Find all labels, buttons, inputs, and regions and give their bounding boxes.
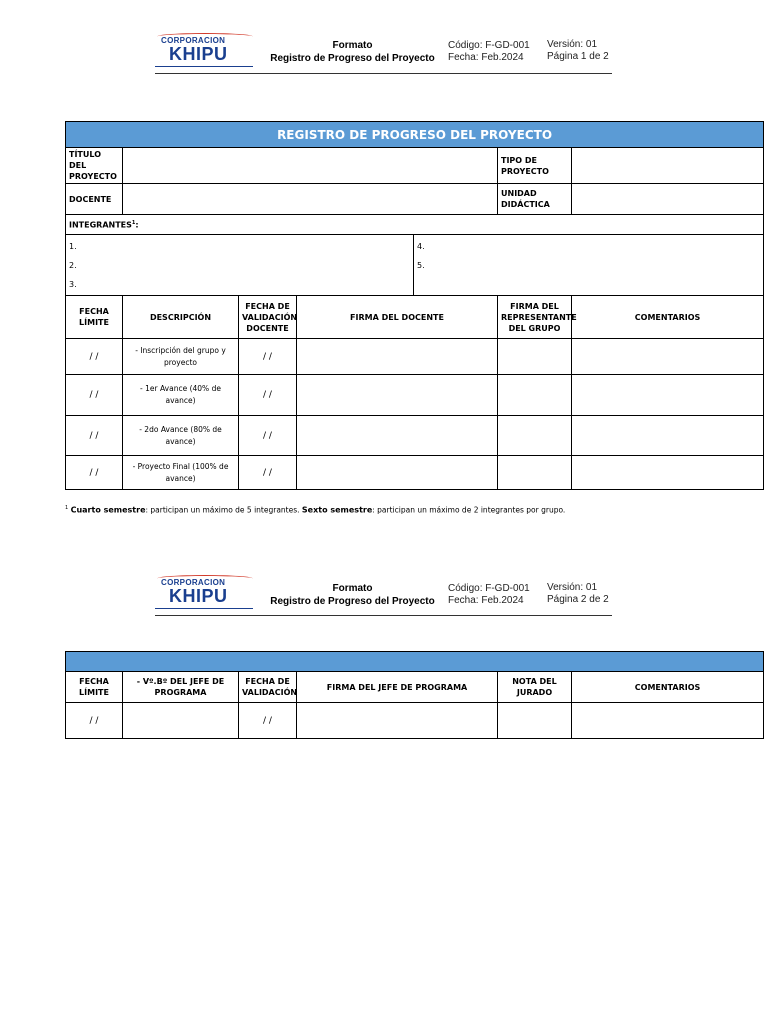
integrantes-right[interactable] — [414, 235, 764, 296]
integrantes-label: INTEGRANTES — [69, 220, 132, 230]
col-comentarios: COMENTARIOS — [572, 296, 764, 339]
nota-cell[interactable] — [498, 703, 572, 739]
header-pagina: Página 1 de 2 — [547, 51, 609, 62]
integrantes-row: INTEGRANTES$^1$: — [66, 215, 764, 235]
valid-cell[interactable]: / / — [239, 339, 297, 375]
logo-underline — [155, 608, 253, 609]
header-title-line2: Registro de Progreso del Proyecto — [270, 596, 435, 607]
fecha-cell[interactable]: / / — [66, 703, 123, 739]
header-title — [265, 582, 440, 608]
progress-form-table — [65, 121, 764, 490]
firma-docente-cell[interactable] — [297, 416, 498, 456]
comentarios-cell[interactable] — [572, 416, 764, 456]
footnote — [65, 505, 565, 515]
valid-cell[interactable]: / / — [239, 703, 297, 739]
col-firma-jefe: FIRMA DEL JEFE DE PROGRAMA — [297, 672, 498, 703]
col-fecha-limite: FECHA LÍMITE — [66, 296, 123, 339]
header-fecha: Fecha: Feb.2024 — [448, 595, 524, 606]
header-title — [265, 39, 440, 65]
titulo-field[interactable] — [123, 148, 498, 184]
integrante-2: 2. — [69, 261, 77, 270]
khipu-logo — [155, 575, 255, 611]
logo-underline — [155, 66, 253, 67]
fecha-cell[interactable]: / / — [66, 456, 123, 490]
logo-main-text: KHIPU — [169, 586, 228, 606]
col-fecha-validacion: FECHA DE VALIDACIÓN DOCENTE — [239, 296, 297, 339]
valid-cell[interactable]: / / — [239, 456, 297, 490]
fecha-cell[interactable]: / / — [66, 339, 123, 375]
page2-header — [155, 575, 612, 616]
col-comentarios: COMENTARIOS — [572, 672, 764, 703]
desc-cell: - 1er Avance (40% de avance) — [123, 375, 239, 416]
tipo-label: TIPO DE PROYECTO — [498, 148, 572, 184]
footnote-bold1: Cuarto semestre — [70, 505, 146, 515]
integrante-4: 4. — [417, 242, 425, 251]
docente-label: DOCENTE — [66, 184, 123, 215]
col-fecha-validacion: FECHA DE VALIDACIÓN — [239, 672, 297, 703]
firma-rep-cell[interactable] — [498, 416, 572, 456]
header-title-line2: Registro de Progreso del Proyecto — [270, 53, 435, 64]
comentarios-cell[interactable] — [572, 456, 764, 490]
table-row — [66, 456, 764, 490]
valid-cell[interactable]: / / — [239, 416, 297, 456]
docente-field[interactable] — [123, 184, 498, 215]
col-nota-jurado: NOTA DEL JURADO — [498, 672, 572, 703]
col-firma-docente: FIRMA DEL DOCENTE — [297, 296, 498, 339]
integrante-1: 1. — [69, 242, 77, 251]
header-version: Versión: 01 — [547, 582, 598, 593]
integrantes-footnote-ref: 1 — [131, 220, 136, 227]
form-banner: REGISTRO DE PROGRESO DEL PROYECTO — [66, 122, 764, 148]
header-code-block — [448, 583, 530, 607]
fecha-cell[interactable]: / / — [66, 416, 123, 456]
comentarios-cell[interactable] — [572, 375, 764, 416]
approval-table — [65, 651, 764, 739]
col-vobo-jefe: - Vº.Bº DEL JEFE DE PROGRAMA — [123, 672, 239, 703]
footnote-text2: : participan un máximo de 2 integrantes por grupo. — [372, 505, 566, 515]
fecha-cell[interactable]: / / — [66, 375, 123, 416]
table-row — [66, 339, 764, 375]
table-row — [66, 416, 764, 456]
firma-docente-cell[interactable] — [297, 375, 498, 416]
integrante-5: 5. — [417, 261, 425, 270]
firma-docente-cell[interactable] — [297, 339, 498, 375]
firma-jefe-cell[interactable] — [297, 703, 498, 739]
desc-cell: - Proyecto Final (100% de avance) — [123, 456, 239, 490]
khipu-logo — [155, 33, 255, 69]
firma-rep-cell[interactable] — [498, 456, 572, 490]
firma-docente-cell[interactable] — [297, 456, 498, 490]
col-fecha-limite: FECHA LÍMITE — [66, 672, 123, 703]
logo-top-text: CORPORACION — [161, 578, 226, 587]
header-version-block — [547, 582, 609, 606]
col-descripcion: DESCRIPCIÓN — [123, 296, 239, 339]
comentarios-cell[interactable] — [572, 339, 764, 375]
desc-cell: - 2do Avance (80% de avance) — [123, 416, 239, 456]
header-fecha: Fecha: Feb.2024 — [448, 52, 524, 63]
header-code-block — [448, 40, 530, 64]
firma-rep-cell[interactable] — [498, 375, 572, 416]
integrante-3: 3. — [69, 280, 77, 289]
footnote-bold2: Sexto semestre — [301, 505, 373, 515]
table-row — [66, 703, 764, 739]
header-codigo: Código: F-GD-001 — [448, 40, 530, 51]
firma-rep-cell[interactable] — [498, 339, 572, 375]
titulo-label: TÍTULO DEL PROYECTO — [66, 148, 123, 184]
header-version-block — [547, 39, 609, 63]
approval-banner — [66, 652, 764, 672]
table-row — [66, 375, 764, 416]
integrantes-left[interactable] — [66, 235, 414, 296]
unidad-label: UNIDAD DIDÁCTICA — [498, 184, 572, 215]
header-pagina: Página 2 de 2 — [547, 594, 609, 605]
page1-header — [155, 33, 612, 74]
logo-top-text: CORPORACION — [161, 36, 226, 45]
footnote-text1: : participan un máximo de 5 integrantes. — [145, 505, 302, 515]
tipo-field[interactable] — [572, 148, 764, 184]
unidad-field[interactable] — [572, 184, 764, 215]
header-title-line1: Formato — [332, 583, 373, 594]
header-codigo: Código: F-GD-001 — [448, 583, 530, 594]
header-title-line1: Formato — [332, 40, 373, 51]
logo-main-text: KHIPU — [169, 44, 228, 64]
desc-cell: - Inscripción del grupo y proyecto — [123, 339, 239, 375]
footnote-number: 1 — [65, 505, 69, 511]
valid-cell[interactable]: / / — [239, 375, 297, 416]
col-firma-representante: FIRMA DEL REPRESENTANTE DEL GRUPO — [498, 296, 572, 339]
header-version: Versión: 01 — [547, 39, 598, 50]
vobo-cell[interactable] — [123, 703, 239, 739]
comentarios-cell[interactable] — [572, 703, 764, 739]
